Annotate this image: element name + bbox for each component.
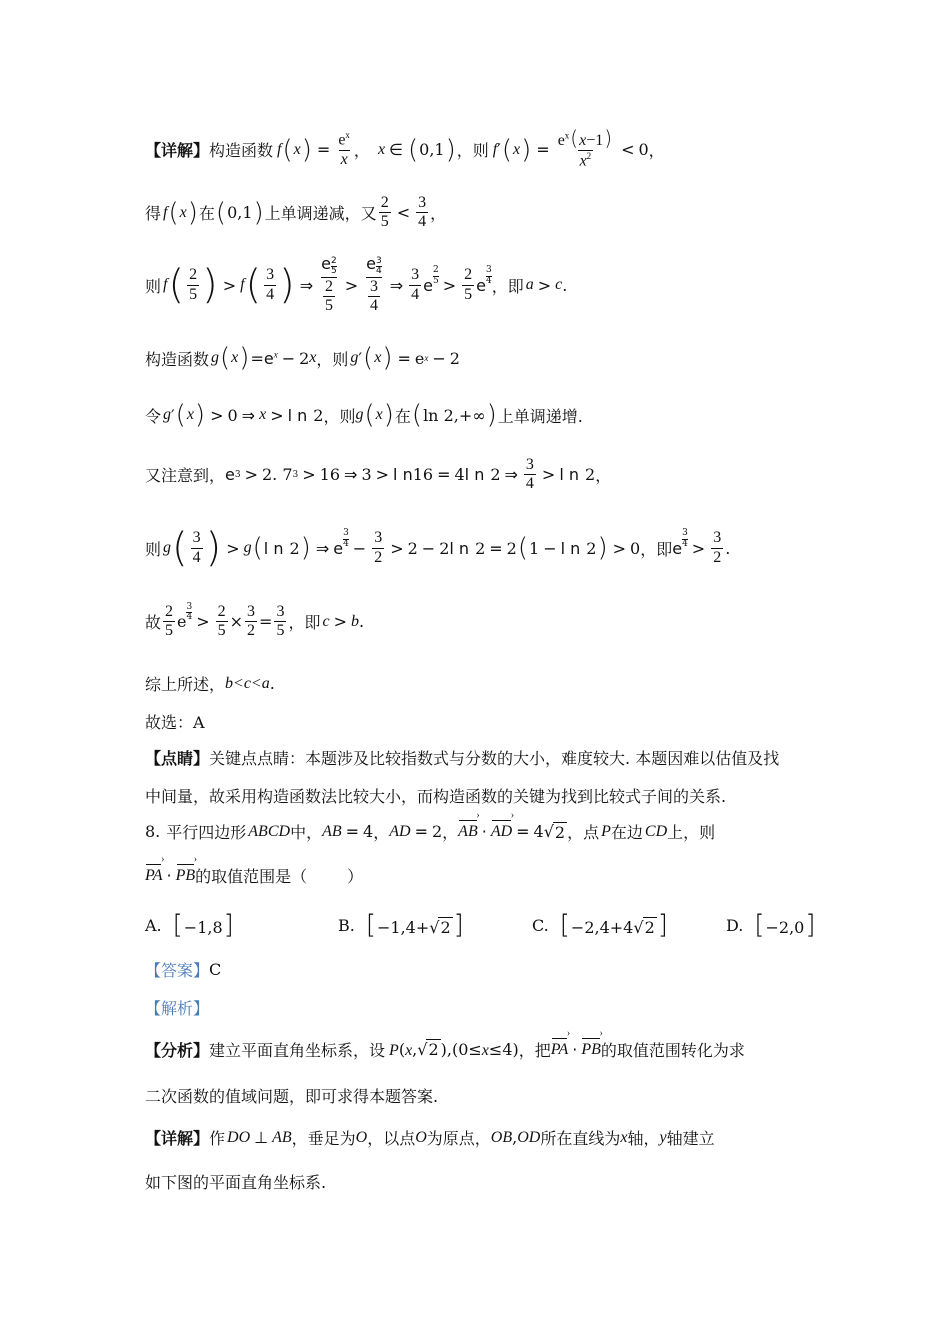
answer-line (145, 958, 221, 981)
text: 得 (145, 204, 162, 224)
text: ，则 (316, 349, 349, 369)
text: 所在直线为 (540, 1129, 621, 1148)
detail-line-7: 则 g ( $\frac{3}{4}$ ) > g ( l n 2 ) ⇒ e 3 4 − $\frac{3}{2}$ > 2 − 2 l n 2 = 2 ( 1 − l n 2 ) > 0 ，即 e 3 4 > $\frac{3}{2}$ . (145, 525, 731, 571)
detail-line-2: 得 f ( x ) 在 ( 0,1 ) 上单调递减，又 $\frac{2}{5}$ < $\frac{3}{4}$ ， (145, 194, 447, 231)
detail2-tag: 【详解】 (145, 1129, 210, 1148)
answer-value: C (209, 960, 222, 979)
text: ， (430, 204, 447, 224)
edge-cd: CD (644, 822, 668, 840)
formula-f-def: f ( x ) = $\frac{e^x}{x}$ (277, 130, 350, 168)
fenxi-line-1: 【分析】 建立平面直角坐标系，设 P(x,√2 ),(0≤x≤4) ，把 PA › · PB › 的取值范围转化为求 (145, 1038, 745, 1061)
text: 上单调递减，又 (264, 204, 377, 224)
text: ， (353, 141, 370, 161)
axis-x: x (620, 1128, 628, 1146)
text: ， (373, 823, 390, 842)
fenxi-tag: 【分析】 (145, 1041, 210, 1060)
text: 综上所述， (145, 675, 226, 694)
text: 则 (145, 276, 162, 296)
choose-text: 故选：A (145, 713, 205, 732)
analysis-line (145, 996, 209, 1019)
text: 上，则 (667, 823, 716, 842)
text: ，即 (288, 613, 321, 633)
text: 在边 (610, 823, 643, 842)
text: 建立平面直角坐标系，设 (209, 1041, 386, 1060)
comment-line-2 (145, 784, 726, 807)
point-o: O (355, 1128, 368, 1146)
text: 又注意到， (145, 466, 226, 486)
fenxi-line-2 (145, 1084, 438, 1107)
text: ） (347, 867, 364, 886)
text: ，则 (323, 406, 356, 426)
text: 平行四边形 (166, 823, 247, 842)
detail-line-3: 则 f ( $\frac{2}{5}$ ) > f ( $\frac{3}{4}$ ) ⇒ e $\frac{2}{5}$ $\frac{2}{5}$ > e $\frac{3}{4}$ $\frac{3}{4}$ ⇒ $\frac{3}{4}$ e 2 5 > $\frac{2}{5}$ e 3 4 ，即 a > c . (145, 254, 568, 314)
text: ，则 (456, 141, 489, 161)
text: ， (595, 466, 612, 486)
text: ，以点 (367, 1129, 416, 1148)
detail-tag: 【详解】 (145, 141, 210, 161)
shape-name: ABCD (248, 822, 291, 840)
analysis-tag: 【解析】 (145, 999, 210, 1018)
question-8-line-1: 8. 平行四边形 ABCD 中， AB = 4 ， AD = 2 ， AB › · AD › = 4√ 2 ，点 P 在边 CD 上，则 (145, 820, 715, 843)
detail-line-1 (145, 128, 665, 171)
question-8-line-2: PA › · PB › 的取值范围是（ ） (145, 864, 363, 887)
text: ， (442, 823, 459, 842)
text: 轴建立 (666, 1129, 715, 1148)
fenxi-text-2: 二次函数的值域问题，即可求得本题答案. (145, 1087, 439, 1106)
text: 在 (198, 204, 215, 224)
choice-b-label: B. (338, 915, 355, 935)
choice-b: B. [−1,4+√2 ] (338, 910, 464, 940)
text: 轴， (627, 1129, 660, 1148)
point-p: P (601, 822, 611, 840)
choice-c: C. [−2,4+4√2 ] (532, 910, 668, 940)
text: 上单调递增. (497, 406, 583, 426)
question-number: 8. (145, 822, 161, 841)
text: ，点 (567, 823, 600, 842)
choice-d: D. [−2,0] (726, 910, 816, 940)
text: . (562, 275, 568, 295)
detail2-text-2: 如下图的平面直角坐标系. (145, 1173, 327, 1192)
axis-y: y (659, 1128, 667, 1146)
text: 在 (394, 406, 411, 426)
text: ，即 (491, 276, 524, 296)
detail-line-6: 又注意到， e 3 > 2. 7 3 > 16 ⇒ 3 > l n 16 = 4 l n 2 ⇒ $\frac{3}{4}$ > l n 2 ， (145, 456, 612, 493)
comment-text-1: 关键点点睛：本题涉及比较指数式与分数的大小，难度较大. 本题因难以估值及找 (209, 749, 780, 768)
choice-d-label: D. (726, 915, 744, 935)
text: . (269, 674, 275, 693)
text: 构造函数 (209, 141, 274, 161)
comment-text-2: 中间量，故采用构造函数法比较大小，而构造函数的关键为找到比较式子间的关系. (145, 787, 727, 806)
comment-line-1 (145, 746, 779, 769)
text: 的取值范围转化为求 (600, 1041, 745, 1060)
detail2-line-1: 【详解】 作 DO ⊥ AB ，垂足为 O ，以点 O 为原点， OB , OD 所在直线为 x 轴， y 轴建立 (145, 1128, 715, 1148)
formula-f-derivative: f ′ ( x ) = $\frac{e^x(x-1)}{x^2}$ < 0 (492, 126, 649, 170)
choice-a: A. [−1,8] (145, 910, 234, 940)
detail-line-8: 故 $\frac{2}{5}$ e 3 4 > $\frac{2}{5}$ × $\frac{3}{2}$ = $\frac{3}{5}$ ，即 c > b . (145, 601, 365, 640)
text: 构造函数 (145, 349, 210, 369)
text: ，垂足为 (291, 1129, 356, 1148)
point-o: O (415, 1128, 427, 1146)
detail2-line-2 (145, 1170, 326, 1193)
text: 故 (145, 613, 162, 633)
detail-line-5: 令 g ′ ( x ) > 0 ⇒ x > l n 2 ，则 g ( x ) 在 ( ln 2,+∞ ) 上单调递增. (145, 400, 583, 430)
text: ， (648, 141, 665, 161)
choice-c-label: C. (532, 915, 549, 935)
text: 令 (145, 406, 162, 426)
text: 中， (290, 823, 323, 842)
detail-line-9 (145, 672, 275, 695)
text: 为原点， (426, 1129, 491, 1148)
formula-domain: x ∈ ( 0,1 ) (377, 134, 456, 165)
text: 则 (145, 539, 162, 559)
detail-line-4: 构造函数 g ( x ) $=e^x$ − 2 x ，则 g ′ ( x ) = e x − 2 (145, 343, 460, 373)
text: ，即 (640, 539, 673, 559)
text: 作 (209, 1129, 226, 1148)
text: ，把 (518, 1041, 551, 1060)
answer-tag: 【答案】 (145, 961, 210, 980)
conclusion: b<c<a (225, 674, 270, 692)
text: 的取值范围是（ (195, 867, 308, 886)
choose-line (145, 710, 205, 733)
choice-a-label: A. (145, 915, 162, 935)
comment-tag: 【点睛】 (145, 749, 210, 768)
